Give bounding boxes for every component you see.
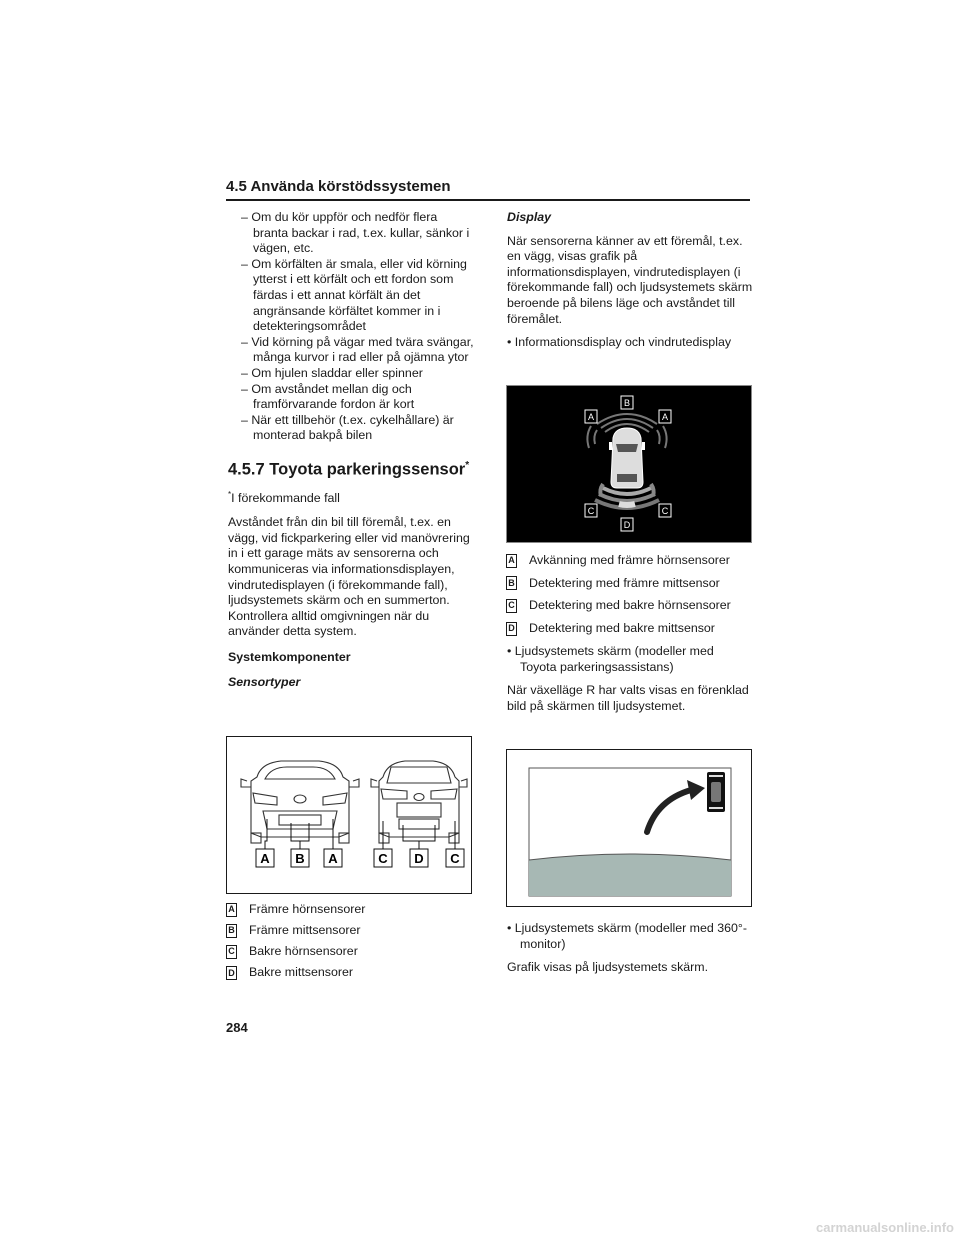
- section-header-title: 4.5 Använda körstödssystemen: [226, 178, 451, 195]
- car-front-rear-illustration: [227, 737, 471, 893]
- final-paragraph: Grafik visas på ljudsystemets skärm.: [507, 960, 709, 975]
- display-paragraph: När sensorerna känner av ett föremål, t.ex. en vägg, visas grafik på informationsdisplayen, vindrutedisplayen (i förekommande fall) och ljudsystemets skärm beroende på bilens läge och avståndet till föremålet.: [507, 233, 753, 326]
- car-sensor-icon: [707, 772, 725, 812]
- legend-text: Detektering med bakre mittsensor: [529, 620, 715, 635]
- legend-item: [506, 598, 756, 614]
- legend-item: [506, 553, 756, 569]
- legend-letter: B: [506, 576, 517, 590]
- list-item: – Vid körning på vägar med tvära svängar, många kurvor i rad eller på ojämna ytor: [228, 335, 474, 366]
- footer-watermark: carmanualsonline.info: [816, 1220, 954, 1235]
- legend-letter: C: [226, 945, 237, 959]
- list-item: – Om körfälten är smala, eller vid körning ytterst i ett körfält och ett fordon som färdas i ett annat körfält än det angränsande körfältet kommer in i detekteringsområdet: [228, 257, 474, 335]
- legend-text: Detektering med främre mittsensor: [529, 575, 720, 590]
- leader-lines: [265, 819, 455, 849]
- legend-text: Främre hörnsensorer: [249, 902, 366, 916]
- footnote-mark: *: [228, 490, 232, 500]
- list-item: – Om hjulen sladdar eller spinner: [228, 366, 474, 382]
- list-item: – Om du kör uppför och nedför flera branta backar i rad, t.ex. kullar, sänkor i vägen, etc.: [228, 210, 474, 257]
- sensor-labels: [256, 849, 464, 867]
- label-b-front: B: [295, 851, 305, 866]
- display-label-d: D: [623, 520, 631, 530]
- legend-item: [226, 944, 472, 960]
- legend-item: [226, 902, 472, 918]
- label-c-rear: C: [378, 851, 388, 866]
- right-column-middle: [507, 644, 753, 714]
- sensor-types-figure: [226, 736, 472, 894]
- intro-paragraph: Avståndet från din bil till föremål, t.ex. en vägg, vid fickparkering eller vid manövrering in i ett garage mäts av sensorerna och kommuniceras via informationsdisplayen, vindrutedisplayen (i förekommande fall), ljudsystemets skärm och en summerton. Kontrollera alltid omgivningen när du använder detta system.: [228, 515, 470, 639]
- legend-text: Bakre hörnsensorer: [249, 944, 358, 959]
- list-item: – Om avståndet mellan dig och framförvarande fordon är kort: [228, 382, 474, 413]
- section-title-text: 4.5.7 Toyota parkeringssensor: [228, 460, 466, 479]
- page-number: 284: [226, 1020, 248, 1035]
- audio-screen-illustration: [507, 750, 751, 906]
- parking-display-illustration: [507, 386, 751, 542]
- reverse-paragraph: När växelläge R har valts visas en förenklad bild på skärmen till ljudsystemet.: [507, 683, 749, 713]
- display-label-b: B: [623, 398, 631, 408]
- bullet-item: • Ljudsystemets skärm (modeller med 360°-monitor): [507, 921, 753, 952]
- sensor-types-heading: Sensortyper: [228, 675, 301, 690]
- legend-letter: C: [506, 599, 517, 613]
- legend-item: [226, 923, 472, 939]
- display-label-c-left: C: [587, 506, 595, 516]
- legend-text: Detektering med bakre hörnsensorer: [529, 598, 731, 613]
- car-front-icon: [241, 761, 359, 843]
- legend-item: [506, 576, 756, 592]
- sensor-legend: [226, 902, 472, 986]
- display-figure: [506, 385, 752, 543]
- legend-letter: B: [226, 924, 237, 938]
- bullet-item: • Informationsdisplay och vindrutedisplay: [507, 335, 753, 351]
- display-label-c-right: C: [661, 506, 669, 516]
- display-heading: Display: [507, 210, 552, 224]
- label-a-front: A: [260, 851, 270, 866]
- legend-item: [506, 621, 756, 637]
- components-heading: Systemkomponenter: [228, 649, 351, 664]
- legend-item: [226, 965, 472, 981]
- section-title: [228, 456, 474, 480]
- footnote-text: I förekommande fall: [231, 491, 340, 506]
- bullet-item: • Ljudsystemets skärm (modeller med Toyota parkeringsassistans): [507, 644, 753, 675]
- legend-letter: D: [226, 966, 237, 980]
- list-item: – När ett tillbehör (t.ex. cykelhållare) är monterad bakpå bilen: [228, 413, 474, 444]
- left-column: [228, 210, 474, 691]
- display-legend: [506, 553, 756, 642]
- display-label-a-left: A: [587, 412, 595, 422]
- footnote: [228, 487, 474, 507]
- legend-letter: D: [506, 622, 517, 636]
- right-column-bottom: [507, 921, 753, 976]
- audio-screen-figure: [506, 749, 752, 907]
- legend-text: Bakre mittsensorer: [249, 965, 353, 980]
- section-header: [226, 178, 750, 201]
- car-top-view-icon: [609, 428, 645, 488]
- display-label-a-right: A: [661, 412, 669, 422]
- label-c-rear-right: C: [450, 851, 460, 866]
- legend-text: Främre mittsensorer: [249, 923, 361, 938]
- legend-letter: A: [506, 554, 517, 568]
- legend-text: Avkänning med främre hörnsensorer: [529, 553, 730, 567]
- legend-letter: A: [226, 903, 237, 917]
- car-rear-icon: [371, 761, 467, 843]
- header-rule: [226, 199, 750, 201]
- label-d-rear: D: [414, 851, 424, 866]
- section-title-asterisk: *: [465, 459, 470, 471]
- ground-area: [529, 854, 731, 896]
- right-column-top: [507, 210, 753, 351]
- label-a-front-right: A: [328, 851, 338, 866]
